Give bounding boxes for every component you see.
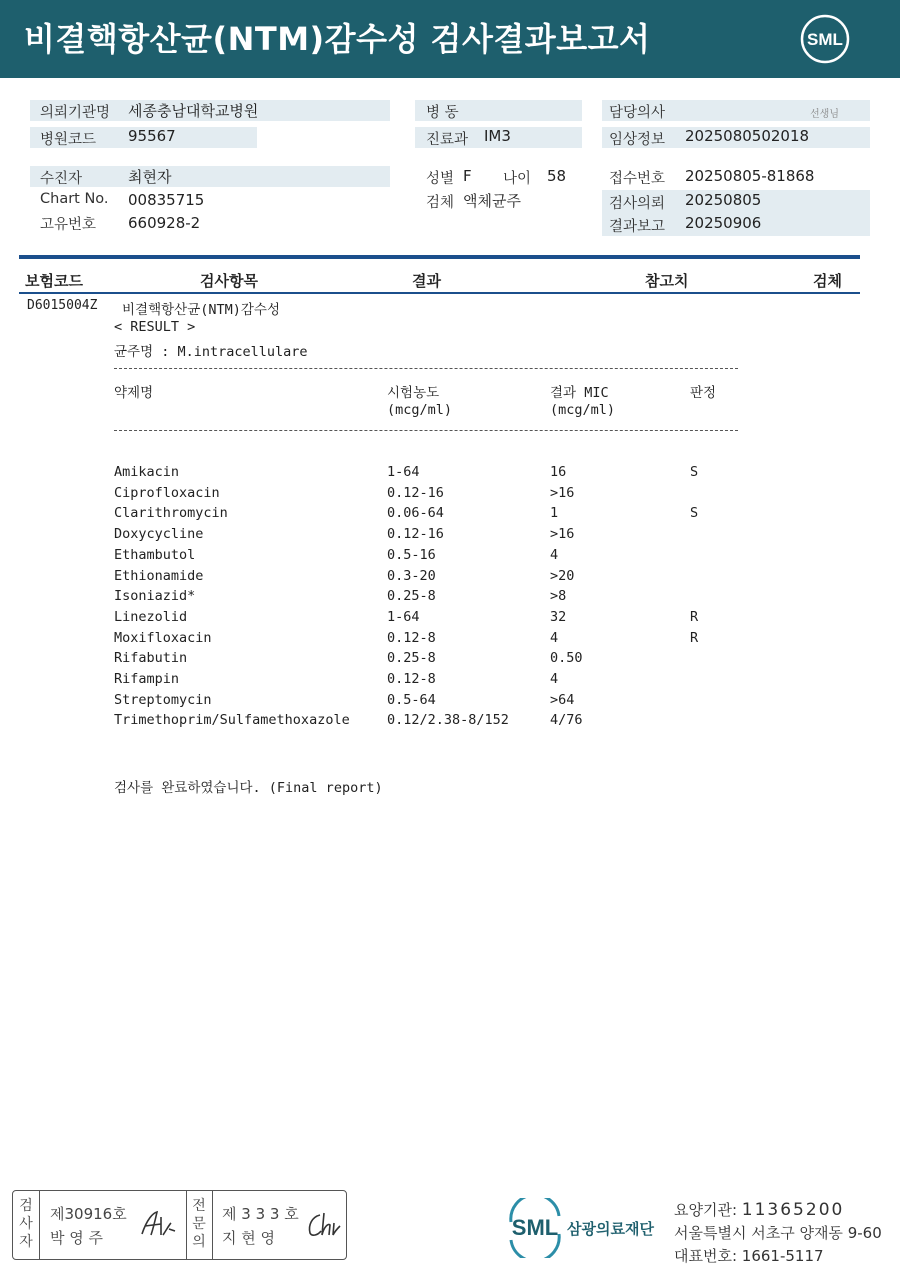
dept-label: 진료과 bbox=[426, 132, 469, 148]
specimen-label: 검체 bbox=[426, 195, 455, 211]
drug-name: Amikacin bbox=[114, 464, 180, 480]
drug-range: 0.12-8 bbox=[387, 671, 436, 687]
drug-range: 0.12/2.38-8/152 bbox=[387, 712, 509, 729]
age-label: 나이 bbox=[503, 171, 532, 187]
drug-mic: >8 bbox=[550, 588, 567, 605]
sml-logo bbox=[800, 14, 850, 64]
ward-label: 병 동 bbox=[426, 105, 459, 121]
svg-text:SML: SML bbox=[807, 30, 843, 49]
clinical-value: 2025080502018 bbox=[685, 127, 810, 145]
clinical-label: 임상정보 bbox=[609, 132, 666, 148]
col-reference: 참고치 bbox=[645, 272, 689, 290]
drug-name: Rifampin bbox=[114, 671, 180, 687]
table-row bbox=[0, 464, 900, 484]
drug-name: Rifabutin bbox=[114, 650, 188, 667]
table-row bbox=[0, 526, 900, 546]
drug-name: Trimethoprim/Sulfamethoxazole bbox=[114, 712, 350, 729]
drug-name: Linezolid bbox=[114, 608, 188, 625]
drug-mic: 4 bbox=[550, 546, 559, 563]
footer-phone bbox=[674, 1245, 824, 1266]
drug-range: 1-64 bbox=[387, 464, 420, 480]
organism-line: 균주명 : M.intracellulare bbox=[114, 344, 308, 360]
drug-mic: 32 bbox=[550, 608, 567, 625]
table-row bbox=[0, 650, 900, 670]
drug-mic: 16 bbox=[550, 464, 567, 480]
drug-mic: 4 bbox=[550, 629, 559, 646]
tester-label: 검 사 자 bbox=[19, 1198, 33, 1250]
drug-mic: >64 bbox=[550, 691, 575, 708]
drug-mic: >16 bbox=[550, 484, 575, 501]
col-test-item: 검사항목 bbox=[200, 272, 258, 290]
drug-name: Clarithromycin bbox=[114, 505, 228, 522]
table-row bbox=[0, 630, 900, 650]
drug-range: 1-64 bbox=[387, 608, 420, 625]
dept-value: IM3 bbox=[484, 127, 511, 145]
drug-name: Ethambutol bbox=[114, 546, 196, 563]
drug-name: Isoniazid* bbox=[114, 588, 196, 605]
specialist-name: 지 현 영 bbox=[222, 1229, 276, 1247]
care-label: 요양기관: bbox=[674, 1201, 738, 1219]
tester-label-cell bbox=[13, 1191, 40, 1259]
col-insurance-code: 보험코드 bbox=[25, 272, 83, 290]
drug-range: 0.25-8 bbox=[387, 650, 436, 667]
specialist-label: 전 문 의 bbox=[192, 1198, 206, 1250]
table-row bbox=[0, 547, 900, 567]
drug-judge: R bbox=[690, 608, 699, 625]
specimen-value: 액체균주 bbox=[463, 192, 521, 210]
phone-label: 대표번호: bbox=[674, 1247, 738, 1265]
svg-text:삼광의료재단: 삼광의료재단 bbox=[567, 1220, 654, 1238]
age-value: 58 bbox=[547, 167, 567, 185]
drug-name: Streptomycin bbox=[114, 691, 212, 708]
tester-license: 제30916호 bbox=[50, 1205, 127, 1223]
specialist-license: 제 3 3 3 호 bbox=[222, 1205, 299, 1223]
table-row bbox=[0, 485, 900, 505]
footer-logo bbox=[505, 1198, 665, 1258]
drug-mic: 4 bbox=[550, 671, 559, 687]
doctor-suffix: 선생님 bbox=[810, 109, 839, 120]
drug-range: 0.25-8 bbox=[387, 588, 436, 605]
column-rule bbox=[19, 292, 860, 294]
sex-label: 성별 bbox=[426, 171, 455, 187]
drug-range: 0.5-16 bbox=[387, 546, 436, 563]
specialist-signature bbox=[304, 1209, 344, 1241]
drug-mic: >16 bbox=[550, 526, 575, 543]
drug-mic: 1 bbox=[550, 505, 559, 522]
final-note: 검사를 완료하였습니다. (Final report) bbox=[114, 780, 383, 796]
head-mic-unit: (mcg/ml) bbox=[550, 402, 616, 418]
table-row bbox=[0, 609, 900, 629]
patient-label: 수진자 bbox=[40, 171, 83, 187]
drug-range: 0.12-16 bbox=[387, 526, 444, 543]
drug-judge: S bbox=[690, 464, 699, 480]
drug-mic: >20 bbox=[550, 567, 575, 584]
drug-name: Ethionamide bbox=[114, 567, 204, 584]
report-title: 비결핵항산균(NTM)감수성 검사결과보고서 bbox=[24, 20, 651, 58]
drug-range: 0.12-16 bbox=[387, 484, 444, 501]
request-value: 20250805 bbox=[685, 191, 762, 209]
drug-range: 0.12-8 bbox=[387, 629, 436, 646]
signature-box bbox=[12, 1190, 347, 1260]
table-row bbox=[0, 712, 900, 732]
report-label: 결과보고 bbox=[609, 219, 666, 235]
insurance-code: D6015004Z bbox=[27, 298, 98, 313]
patient-box bbox=[30, 166, 390, 187]
table-row bbox=[0, 692, 900, 712]
specialist-label-cell bbox=[186, 1191, 213, 1259]
head-judge: 판정 bbox=[690, 385, 717, 401]
drug-range: 0.5-64 bbox=[387, 691, 436, 708]
care-number: 11365200 bbox=[741, 1200, 845, 1220]
head-conc-unit: (mcg/ml) bbox=[387, 402, 453, 418]
drug-name: Ciprofloxacin bbox=[114, 484, 220, 501]
chart-value: 00835715 bbox=[128, 191, 205, 209]
id-value: 660928-2 bbox=[128, 214, 201, 232]
report-value: 20250906 bbox=[685, 214, 762, 232]
result-tag: < RESULT > bbox=[114, 319, 196, 335]
col-specimen: 검체 bbox=[813, 272, 842, 290]
footer-address: 서울특별시 서초구 양재동 9-60 bbox=[674, 1224, 882, 1242]
table-row bbox=[0, 588, 900, 608]
report-header bbox=[0, 0, 900, 78]
request-label: 검사의뢰 bbox=[609, 196, 666, 212]
hospital-code-label: 병원코드 bbox=[40, 132, 97, 148]
specialist-cell bbox=[212, 1191, 345, 1259]
drug-judge: R bbox=[690, 629, 699, 646]
receipt-label: 접수번호 bbox=[609, 171, 666, 187]
head-mic: 결과 MIC bbox=[550, 385, 609, 401]
institution-label: 의뢰기관명 bbox=[40, 105, 111, 121]
table-row bbox=[0, 568, 900, 588]
table-row bbox=[0, 505, 900, 525]
test-name: 비결핵항산균(NTM)감수성 bbox=[122, 302, 281, 318]
svg-text:SML: SML bbox=[511, 1215, 559, 1240]
drug-mic: 0.50 bbox=[550, 650, 583, 667]
tester-cell bbox=[39, 1191, 187, 1259]
receipt-value: 20250805-81868 bbox=[685, 167, 815, 185]
table-row bbox=[0, 671, 900, 691]
tester-name: 박 영 주 bbox=[50, 1229, 104, 1247]
patient-value: 최현자 bbox=[128, 168, 172, 186]
dashed-divider bbox=[114, 368, 738, 369]
hospital-code-value: 95567 bbox=[128, 127, 176, 145]
col-result: 결과 bbox=[412, 272, 441, 290]
phone-number: 1661-5117 bbox=[741, 1247, 824, 1265]
chart-label: Chart No. bbox=[40, 191, 109, 207]
sex-value: F bbox=[463, 167, 472, 185]
institution-value: 세종충남대학교병원 bbox=[128, 102, 259, 120]
drug-range: 0.06-64 bbox=[387, 505, 444, 522]
drug-name: Doxycycline bbox=[114, 526, 204, 543]
head-conc: 시험농도 bbox=[387, 385, 440, 401]
id-label: 고유번호 bbox=[40, 217, 97, 233]
drug-judge: S bbox=[690, 505, 699, 522]
drug-name: Moxifloxacin bbox=[114, 629, 212, 646]
drug-mic: 4/76 bbox=[550, 712, 583, 729]
tester-signature bbox=[139, 1209, 179, 1241]
header-rule bbox=[19, 255, 860, 259]
doctor-label: 담당의사 bbox=[609, 105, 666, 121]
head-drug: 약제명 bbox=[114, 385, 154, 401]
care-institution bbox=[674, 1199, 844, 1220]
drug-range: 0.3-20 bbox=[387, 567, 436, 584]
dashed-divider bbox=[114, 430, 738, 431]
